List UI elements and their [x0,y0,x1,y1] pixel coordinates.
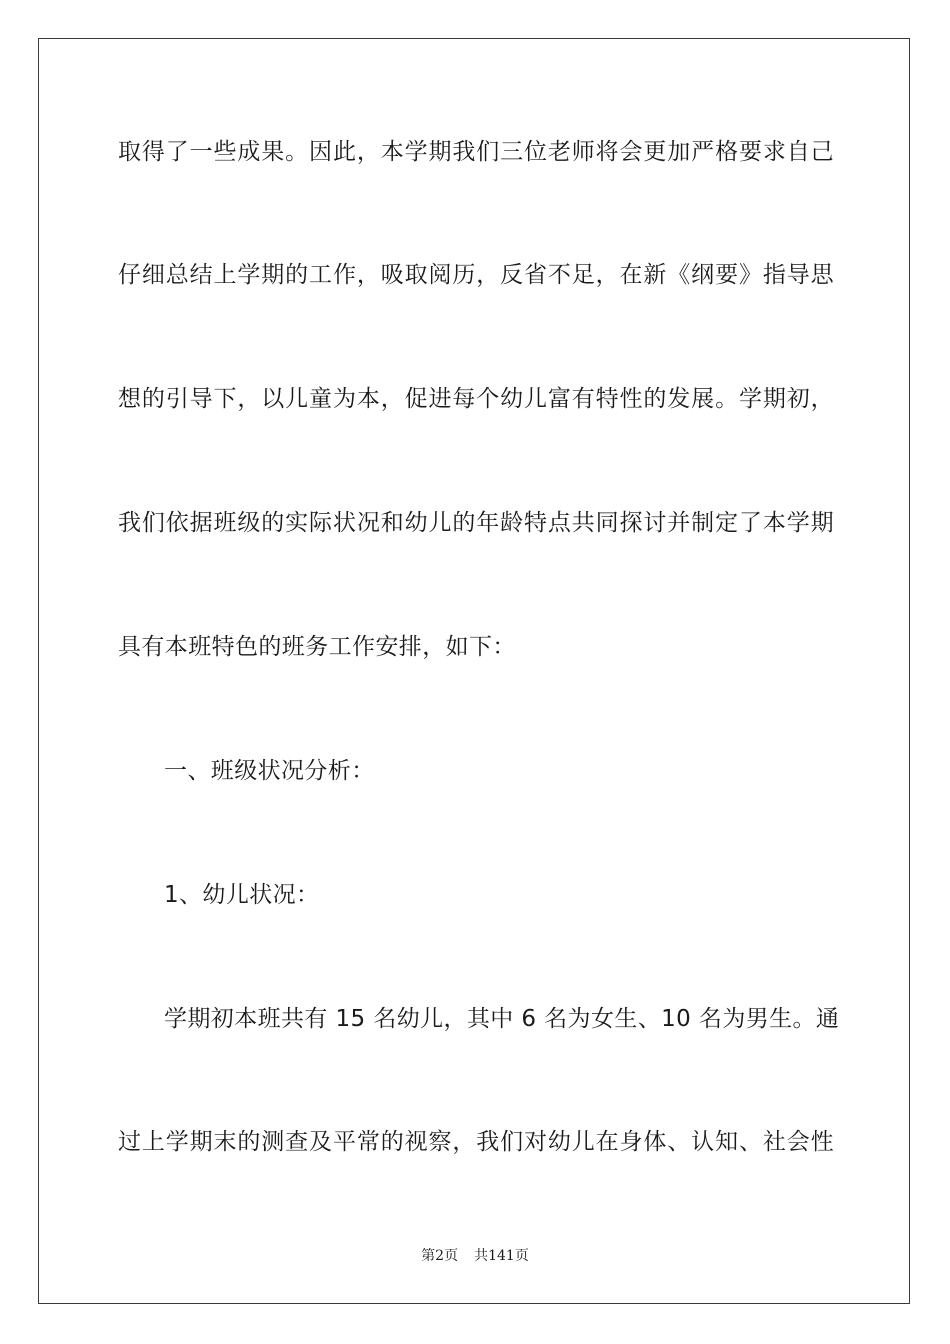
page-number-current: 第2页 [421,1248,459,1264]
page-number-total: 共141页 [474,1248,529,1264]
section-heading: 一、班级状况分析： [164,758,375,784]
body-text-line: 取得了一些成果。因此，本学期我们三位老师将会更加严格要求自己 [118,139,834,165]
page-border [38,38,910,1304]
body-text-line: 具有本班特色的班务工作安排，如下： [118,634,516,660]
page-footer [0,1247,950,1265]
body-text-line: 学期初本班共有 15 名幼儿，其中 6 名为女生、10 名为男生。通 [164,1006,840,1032]
subsection-heading: 1、幼儿状况： [164,882,320,908]
body-text-line: 想的引导下，以儿童为本，促进每个幼儿富有特性的发展。学期初， [118,386,834,412]
body-text-line: 我们依据班级的实际状况和幼儿的年龄特点共同探讨并制定了本学期 [118,510,834,536]
body-text-line: 仔细总结上学期的工作，吸取阅历，反省不足，在新《纲要》指导思 [118,262,834,288]
body-text-line: 过上学期末的测查及平常的视察，我们对幼儿在身体、认知、社会性 [118,1129,834,1155]
